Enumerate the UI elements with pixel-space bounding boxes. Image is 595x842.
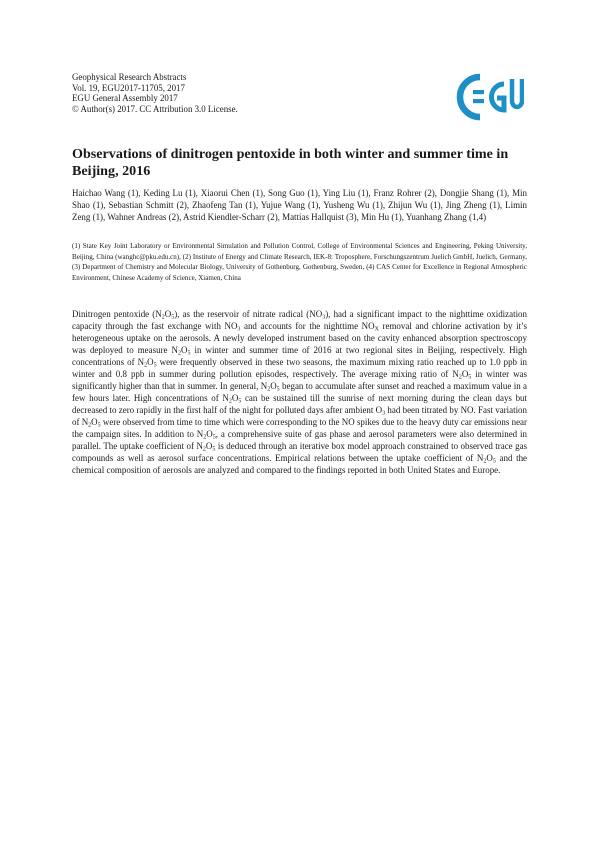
abstract-subscript: 5 <box>276 386 280 393</box>
abstract-subscript: 3 <box>382 410 386 417</box>
affiliations: (1) State Key Joint Laboratory or Environmental Simulation and Pollution Control, College of Environmental Sciences and Engineering, Peking University, Beijing, China (wanghc@pku.edu.cn), (2) Institute of Energy and Climate Research, IEK-8: Troposphere, Forschungszentrum Juelich GmbH, Juelich, Germany, (3) Department of Chemistry and Molecular Biology, University of Gothenburg, Gothenburg, Sweden, (4) CAS Center for Excellence in Regional Atmospheric Environment, Chinese Academy of Science, Xiamen, China <box>72 242 527 282</box>
abstract-text: ), as the reservoir of nitrate radical (NO <box>174 309 323 319</box>
abstract-text: , a comprehensive suite of gas phase and aerosol parameters were also determined in parallel. The uptake coefficient of N <box>72 429 527 452</box>
abstract-subscript: 3 <box>322 314 326 321</box>
abstract-text: were observed from time to time which were corresponding to the NO spikes due to the heavy duty car emissions near the campaign sites. In addition to N <box>72 417 527 440</box>
abstract-text: O <box>206 429 213 440</box>
abstract-text: removal and chlorine activation by it’s heterogeneous uptake on the aerosols. A newly developed instrument based on the cavity enhanced absorption spectroscopy was deployed to measure N <box>72 321 527 356</box>
paper-title: Observations of dinitrogen pentoxide in both winter and summer time in Beijing, 2016 <box>72 146 509 180</box>
abstract-text: O <box>270 381 277 392</box>
abstract-body <box>72 308 527 476</box>
abstract-text: O <box>164 309 172 319</box>
abstract-text: and the chemical composition of aerosols are analyzed and compared to the findings reported in both United States and Europe. <box>72 453 527 476</box>
abstract-text: and accounts for the nighttime NO <box>240 321 375 332</box>
abstract-subscript: 2 <box>203 434 207 441</box>
publication-header <box>72 72 238 115</box>
abstract-subscript: 2 <box>178 350 181 357</box>
abstract-text: O <box>231 393 239 404</box>
assembly-name: EGU General Assembly 2017 <box>72 93 178 104</box>
abstract-subscript: 5 <box>153 362 157 369</box>
abstract-text: began to accumulate after sunset and reached a maximum value in a few hours later. High concentrations of N <box>72 381 527 404</box>
abstract-subscript: 2 <box>202 446 206 453</box>
abstract-text: O <box>205 441 213 452</box>
abstract-text: were frequently observed in these two seasons, the maximum mixing ratio reached up to 1.0 ppb in winter and 0.8 ppb in summer during pollution episodes, respectively. The average mixing ratio of N <box>72 357 528 380</box>
abstract-text: O <box>147 357 154 368</box>
abstract-subscript: X <box>374 326 379 333</box>
abstract-subscript: 5 <box>212 434 216 441</box>
license-info: © Author(s) 2017. CC Attribution 3.0 License. <box>72 104 238 115</box>
journal-name: Geophysical Research Abstracts <box>72 72 187 82</box>
abstract-text: in winter was significantly higher than that in summer. In general, N <box>72 369 527 392</box>
abstract-text: O <box>91 417 98 428</box>
abstract-subscript: 5 <box>187 350 191 357</box>
abstract-subscript: 2 <box>228 398 232 405</box>
abstract-text: had been titrated by NO. Fast variation of N <box>72 405 527 428</box>
abstract-text: O <box>181 345 188 356</box>
abstract-subscript: 5 <box>171 314 175 321</box>
abstract-text: Dinitrogen pentoxide (N <box>72 309 162 319</box>
abstract-subscript: 2 <box>144 362 148 369</box>
abstract-subscript: 5 <box>492 458 496 465</box>
abstract-text: is deduced through an iterative box model approach constrained to observed trace gas compounds as well as aerosol surface concentrations. Empirical relations between the uptake coefficient of N <box>72 441 528 464</box>
abstract-subscript: 5 <box>468 374 472 381</box>
abstract-text: O <box>486 453 493 464</box>
author-list: Haichao Wang (1), Keding Lu (1), Xiaorui Chen (1), Song Guo (1), Ying Liu (1), Franz Rohrer (2), Dongjie Shang (1), Min Shao (1), Sebastian Schmitt (2), Zhaofeng Tan (1), Yujue Wang (1), Yusheng Wu (1), Zhijun Wu (1), Jing Zheng (1), Limin Zeng (1), Wahner Andreas (2), Astrid Kiendler-Scharr (2), Mattias Hallquist (3), Min Hu (1), Yuanhang Zhang (1,4) <box>72 188 527 222</box>
abstract-subscript: 3 <box>237 326 241 333</box>
abstract-subscript: 2 <box>483 458 487 465</box>
abstract-text: in winter and summer time of 2016 at two regional sites in Beijing, respectively. High concentrations of N <box>72 345 527 368</box>
abstract-text: can be sustained till the sunrise of next morning during the clean days but decreased to zero rapidly in the first half of the night for polluted days after ambient O <box>72 393 527 416</box>
abstract-subscript: 2 <box>88 422 92 429</box>
abstract-text: ), had a significant impact to the nighttime oxidization capacity through the fast exchange with NO <box>72 309 527 332</box>
abstract-text: O <box>461 369 469 380</box>
volume-info: Vol. 19, EGU2017-11705, 2017 <box>72 82 185 93</box>
abstract-subscript: 2 <box>267 386 271 393</box>
abstract-subscript: 2 <box>161 314 165 321</box>
egu-logo <box>456 71 524 123</box>
abstract-subscript: 5 <box>238 398 242 405</box>
abstract-subscript: 2 <box>458 374 462 381</box>
abstract-subscript: 5 <box>97 422 101 429</box>
abstract-subscript: 5 <box>212 446 216 453</box>
